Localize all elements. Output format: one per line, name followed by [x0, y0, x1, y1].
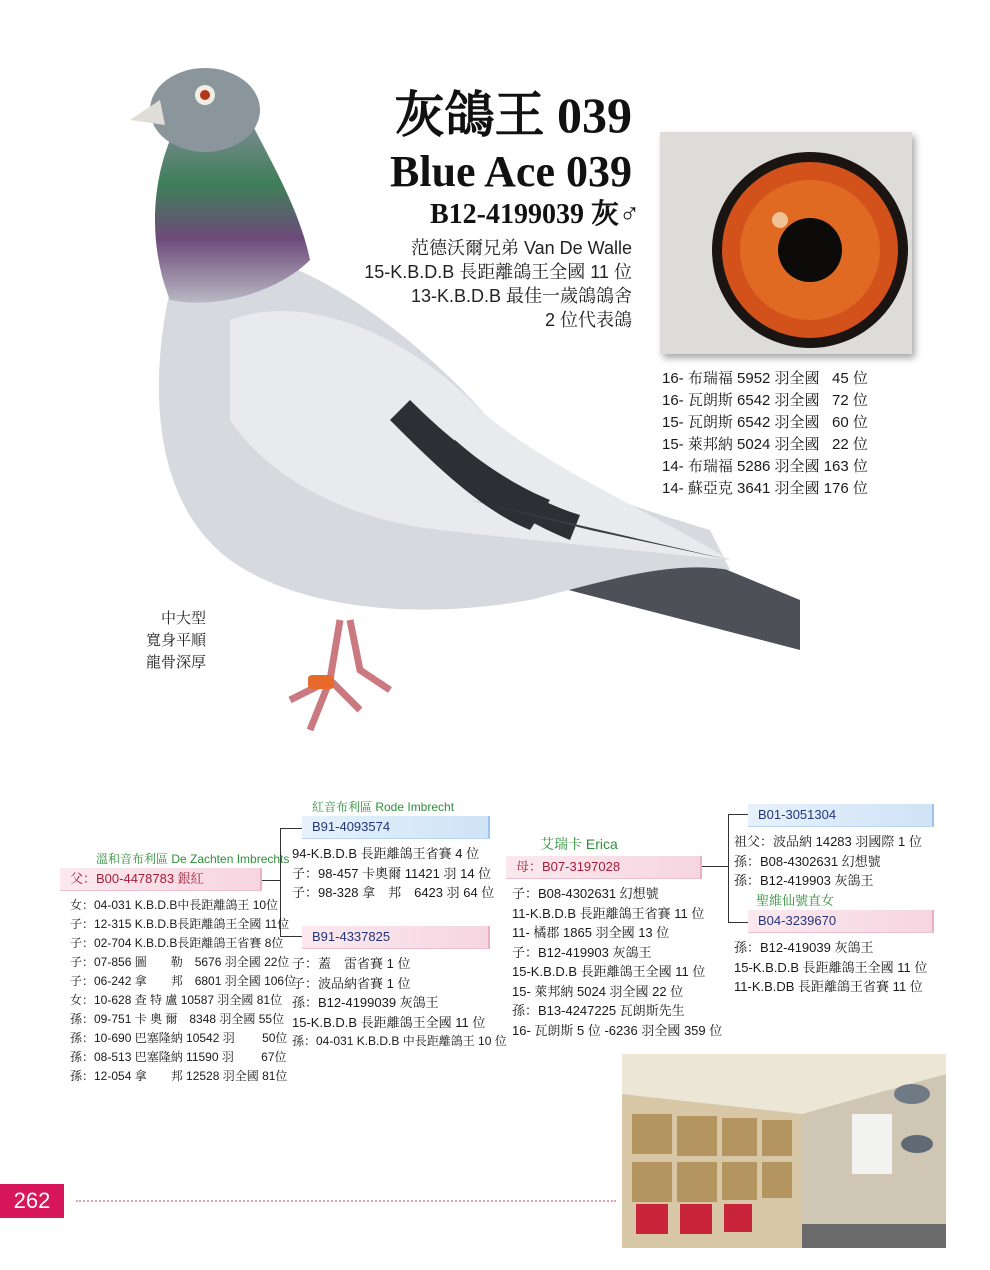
- pigeon-title-english: Blue Ace 039: [390, 147, 632, 196]
- sire-dam-detail-line: 孫：04-031 K.B.D.B 中長距離鴿王 10 位: [292, 1034, 507, 1048]
- sire-detail-line: 孫：12-054 拿 邦 12528 羽全國 81位: [70, 1069, 288, 1083]
- body-description: 寬身平順: [145, 632, 206, 649]
- info-line: 2 位代表鴿: [544, 310, 632, 330]
- dam-detail-line: 11- 橘郡 1865 羽全國 13 位: [512, 925, 670, 940]
- dam-detail-line: 16- 瓦朗斯 5 位 -6236 羽全國 359 位: [512, 1022, 723, 1038]
- dotted-divider: [76, 1200, 616, 1202]
- dam-detail-line: 11-K.B.D.B 長距離鴿王省賽 11 位: [512, 905, 705, 921]
- dam-dam-breeder: 聖維仙號直女: [756, 893, 835, 908]
- body-description: 中大型: [160, 610, 206, 627]
- race-result: 16- 布瑞福 5952 羽全國 45 位: [662, 370, 868, 387]
- dam-sire-ring-box: [748, 804, 934, 827]
- info-line: 15-K.B.D.B 長距離鴿王全國 11 位: [364, 262, 632, 282]
- dam-dam-detail-line: 孫：B12-419039 灰鴿王: [734, 940, 874, 955]
- sire-sire-detail-line: 子：98-328 拿 邦 6423 羽 64 位: [292, 885, 495, 900]
- dam-detail-line: 孫：B13-4247225 瓦朗斯先生: [512, 1003, 685, 1018]
- sire-dam-detail-line: 孫：B12-4199039 灰鴿王: [292, 995, 439, 1010]
- sire-dam-detail-line: 子：蓋 雷省賽 1 位: [292, 956, 411, 971]
- dam-ring-box: [506, 856, 702, 879]
- info-line: 范德沃爾兄弟 Van De Walle: [410, 238, 632, 258]
- pigeon-title-chinese: 灰鴿王 039: [394, 87, 632, 143]
- dam-detail-line: 子：B08-4302631 幻想號: [512, 886, 659, 901]
- sire-sire-ring-box: [302, 816, 490, 839]
- loft-photo: [622, 1054, 946, 1248]
- dam-detail-line: 15-K.B.D.B 長距離鴿王全國 11 位: [512, 964, 706, 979]
- sire-ring: 父：B00-4478783 銀紅: [70, 871, 204, 886]
- sire-detail-line: 孫：08-513 巴塞隆納 11590 羽 67位: [70, 1050, 287, 1064]
- page-number: 262: [0, 1184, 64, 1218]
- dam-detail-line: 15- 萊邦納 5024 羽全國 22 位: [512, 983, 684, 999]
- dam-sire-detail-line: 祖父：波品納 14283 羽國際 1 位: [734, 834, 922, 849]
- race-result: 15- 瓦朗斯 6542 羽全國 60 位: [662, 414, 868, 431]
- race-result: 15- 萊邦納 5024 羽全國 22 位: [662, 436, 868, 453]
- dam-dam-detail-line: 15-K.B.D.B 長距離鴿王全國 11 位: [734, 959, 928, 975]
- sire-detail-line: 孫：10-690 巴塞隆納 10542 羽 50位: [70, 1031, 288, 1045]
- dam-dam-detail-line: 11-K.B.DB 長距離鴿王省賽 11 位: [734, 979, 923, 994]
- dam-details: [512, 884, 722, 1040]
- dam-dam-ring-box: [748, 910, 934, 933]
- dam-dam-ring: B04-3239670: [758, 913, 837, 928]
- dam-sire-ring: B01-3051304: [758, 807, 837, 822]
- sire-dam-detail-line: 15-K.B.D.B 長距離鴿王全國 11 位: [292, 1014, 486, 1030]
- sire-sire-ring: B91-4093574: [312, 819, 391, 834]
- sire-dam-ring-box: [302, 926, 490, 949]
- sire-detail-line: 子：02-704 K.B.D.B長距離鴿王省賽 8位: [70, 936, 284, 950]
- sire-sire-breeder: 紅音布利區 Rode Imbrecht: [312, 800, 455, 814]
- sire-sire-detail-line: 子：98-457 卡奧爾 11421 羽 14 位: [292, 865, 492, 881]
- dam-detail-line: 子：B12-419903 灰鴿王: [512, 944, 652, 960]
- dam-sire-detail-line: 孫：B12-419903 灰鴿王: [734, 873, 874, 888]
- race-result: 14- 蘇亞克 3641 羽全國 176 位: [662, 480, 868, 497]
- sire-dam-detail-line: 子：波品納省賽 1 位: [292, 975, 411, 991]
- sire-detail-line: 子：12-315 K.B.D.B長距離鴿王全國 11位: [70, 917, 290, 931]
- sire-ring-box: [60, 868, 262, 891]
- sire-sire-detail-line: 94-K.B.D.B 長距離鴿王省賽 4 位: [292, 846, 480, 861]
- race-result: 14- 布瑞福 5286 羽全國 163 位: [662, 458, 868, 475]
- dam-dam-details: [734, 938, 927, 997]
- dam-sire-details: [734, 832, 922, 891]
- race-results-list: [662, 368, 902, 500]
- body-description: 龍骨深厚: [145, 654, 206, 671]
- race-result: 16- 瓦朗斯 6542 羽全國 72 位: [662, 392, 868, 409]
- dam-name: 艾瑞卡 Erica: [540, 836, 618, 852]
- sire-breeder: 溫和音布利區 De Zachten Imbrechts: [96, 852, 290, 866]
- sire-detail-line: 子：07-856 圖 勒 5676 羽全國 22位: [70, 955, 290, 969]
- sire-detail-line: 孫：09-751 卡 奧 爾 8348 羽全國 55位: [70, 1012, 285, 1026]
- sire-dam-ring: B91-4337825: [312, 929, 391, 944]
- sire-detail-line: 女：10-628 查 特 盧 10587 羽全國 81位: [70, 993, 283, 1007]
- sire-detail-line: 子：06-242 拿 邦 6801 羽全國 106位: [70, 974, 297, 988]
- dam-ring: 母：B07-3197028: [516, 859, 621, 874]
- ring-number: B12-4199039 灰♂: [429, 199, 640, 230]
- eye-photo: [660, 132, 912, 354]
- sire-details: [70, 896, 296, 1086]
- info-line: 13-K.B.D.B 最佳一歲鴿鴿舍: [410, 286, 632, 306]
- dam-sire-detail-line: 孫：B08-4302631 幻想號: [734, 853, 881, 869]
- sire-dam-details: [292, 954, 507, 1051]
- sire-sire-details: [292, 844, 494, 903]
- sire-detail-line: 女：04-031 K.B.D.B中長距離鴿王 10位: [70, 898, 279, 912]
